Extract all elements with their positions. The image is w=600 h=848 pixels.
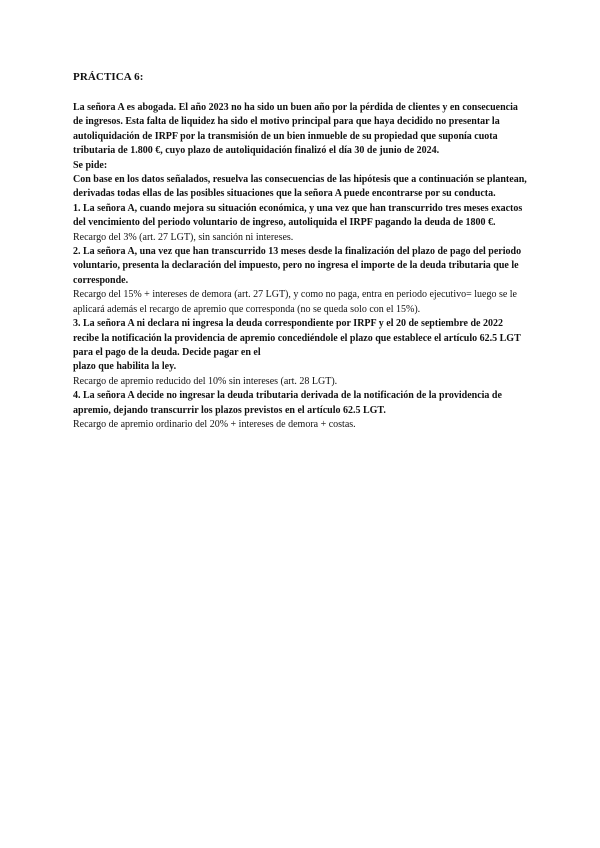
question-4: 4. La señora A decide no ingresar la deuda tributaria derivada de la notificación de la providencia de apremio, dejando transcurrir los plazos previstos en el artículo 62.5 LGT. <box>73 390 502 416</box>
se-pide-heading: Se pide: <box>73 159 108 171</box>
question-3-continuation: plazo que habilita la ley. <box>73 361 177 373</box>
answer-2: Recargo del 15% + intereses de demora (art. 27 LGT), y como no paga, entra en periodo ejecutivo= luego se le aplicará además el recargo de apremio que corresponda (no se queda solo con el 15%). <box>73 289 517 315</box>
page-title: PRÁCTICA 6: <box>73 71 144 83</box>
instructions-paragraph: Con base en los datos señalados, resuelva las consecuencias de las hipótesis que a continuación se plantean, derivadas todas ellas de las posibles situaciones que la señora A puede encontrarse por su conducta. <box>73 174 527 200</box>
question-1: 1. La señora A, cuando mejora su situación económica, y una vez que han transcurrido tres meses exactos del vencimiento del periodo voluntario de ingreso, autoliquida el IRPF pagando la deuda de 1800 €. <box>73 202 523 229</box>
question-3: 3. La señora A ni declara ni ingresa la deuda correspondiente por IRPF y el 20 de septiembre de 2022 recibe la notificación la providencia de apremio concediéndole el plazo que establece el artículo 62.5 LGT para el pago de la deuda. Decide pagar en el <box>73 318 521 358</box>
answer-3: Recargo de apremio reducido del 10% sin intereses (art. 28 LGT). <box>73 375 338 387</box>
answer-1: Recargo del 3% (art. 27 LGT), sin sanción ni intereses. <box>73 231 294 243</box>
document-body <box>73 101 529 432</box>
answer-4: Recargo de apremio ordinario del 20% + intereses de demora + costas. <box>73 418 356 430</box>
intro-paragraph: La señora A es abogada. El año 2023 no ha sido un buen año por la pérdida de clientes y en consecuencia de ingresos. Esta falta de liquidez ha sido el motivo principal para que haya decidido no presentar la autoliquidación de IRPF por la transmisión de un bien inmueble de su propiedad que suponía cuota tributaria de 1.800 €, cuyo plazo de autoliquidación finalizó el día 30 de junio de 2024. <box>73 102 518 157</box>
question-2: 2. La señora A, una vez que han transcurrido 13 meses desde la finalización del plazo de pago del periodo voluntario, presenta la declaración del impuesto, pero no ingresa el importe de la deuda tributaria que le corresponde. <box>73 246 522 286</box>
